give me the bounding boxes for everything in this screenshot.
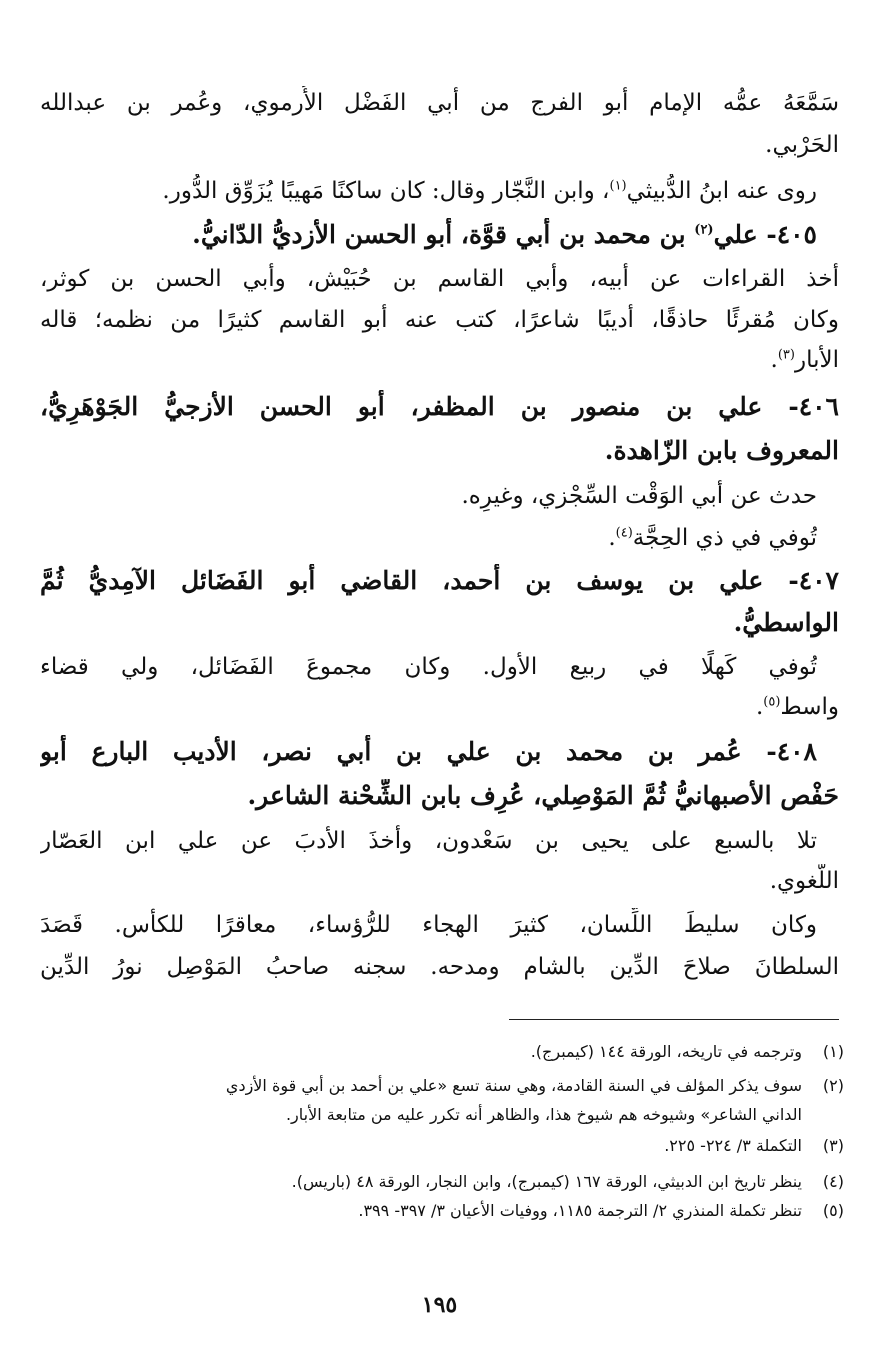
text-span: الحَرْبي. xyxy=(765,132,839,158)
text-span: الأبار xyxy=(794,347,839,373)
footnote-number: (٣) xyxy=(822,1136,844,1155)
entry-heading-408-cont xyxy=(40,779,839,815)
text-span: ، وابن النَّجّار وقال: كان ساكنًا مَهيبًا يُزَوِّق الدُّور. xyxy=(162,178,610,204)
footnote-text: وترجمه في تاريخه، الورقة ١٤٤ (كيمبرج). xyxy=(530,1042,802,1061)
entry-heading-406 xyxy=(40,390,839,426)
footnote-4 xyxy=(30,1170,844,1196)
footnote-2 xyxy=(30,1074,844,1100)
footnote-marker: (٤) xyxy=(615,525,633,541)
entry-heading-406-cont xyxy=(40,434,839,470)
footnote-number: (٤) xyxy=(822,1172,844,1191)
text-span: سَمَّعَهُ عمُّه الإمام أبو الفرج من أبي الفَضْل الأُرموي، وعُمر بن عبدالله xyxy=(40,90,839,116)
text-span: ٤٠٨- عُمر بن محمد بن علي بن أبي نصر، الأديب البارع أبو xyxy=(40,737,817,766)
footnote-separator xyxy=(509,1019,839,1020)
text-span: اللُّغوي. xyxy=(769,868,839,894)
body-line xyxy=(40,86,839,122)
text-span: السلطانَ صلاحَ الدِّين بالشام ومدحه. سجنه صاحبُ المَوْصِل نورُ الدِّين xyxy=(40,954,839,980)
body-line xyxy=(40,864,839,900)
body-line xyxy=(40,650,817,686)
footnote-number: (٢) xyxy=(822,1076,844,1095)
text-span: الواسطيُّ. xyxy=(733,608,839,637)
footnote-marker: (٥) xyxy=(763,694,781,710)
body-line xyxy=(40,262,839,298)
entry-heading-407-cont xyxy=(40,606,839,642)
text-span: حدث عن أبي الوَقْت السِّجْزي، وغيرِه. xyxy=(461,483,817,509)
text-span: وكان سليطَ اللِّسان، كثيرَ الهجاء للرُّؤساء، معاقرًا للكأس. قَصَدَ xyxy=(40,912,817,938)
body-line xyxy=(40,128,839,164)
entry-heading-405 xyxy=(40,218,817,254)
footnote-text: الداني الشاعر» وشيوخه هم شيوخ هذا، والظاهر أنه تكرر عليه من متابعة الأبار. xyxy=(285,1105,802,1124)
entry-heading-407 xyxy=(40,564,839,600)
text-span: ٤٠٧- علي بن يوسف بن أحمد، القاضي أبو الفَضَائل الآمِديُّ ثُمَّ xyxy=(40,566,839,595)
body-line xyxy=(40,174,817,210)
entry-heading-408 xyxy=(40,735,817,771)
body-line xyxy=(40,950,839,986)
footnote-text: سوف يذكر المؤلف في السنة القادمة، وهي سنة تسع «علي بن أحمد بن أبي قوة الأزدي xyxy=(225,1076,802,1095)
body-line xyxy=(40,303,839,339)
footnote-number: (١) xyxy=(822,1042,844,1061)
text-span: روى عنه ابنُ الدُّبيثي xyxy=(626,178,817,204)
text-span: . xyxy=(770,347,778,373)
text-span: تلا بالسبع على يحيى بن سَعْدون، وأخذَ الأدبَ عن علي ابن العَصّار xyxy=(40,828,817,854)
footnote-text: ينظر تاريخ ابن الدبيثي، الورقة ١٦٧ (كيمبرج)، وابن النجار، الورقة ٤٨ (باريس). xyxy=(291,1172,802,1191)
body-line xyxy=(40,343,839,379)
footnote-number: (٥) xyxy=(822,1201,844,1220)
footnote-3 xyxy=(30,1134,844,1160)
text-span: ٤٠٦- علي بن منصور بن المظفر، أبو الحسن الأزجيُّ الجَوْهَرِيُّ، xyxy=(40,392,839,421)
page-number: ١٩٥ xyxy=(421,1292,458,1318)
footnote-marker: (٢) xyxy=(694,222,714,238)
text-span: . xyxy=(608,525,616,551)
text-span: أخذ القراءات عن أبيه، وأبي القاسم بن حُبَيْش، وأبي الحسن بن كوثر، xyxy=(40,266,839,292)
body-line xyxy=(40,908,817,944)
text-span: واسط xyxy=(780,694,839,720)
footnote-text: التكملة ٣/ ٢٢٤- ٢٢٥. xyxy=(664,1136,802,1155)
footnote-marker: (١) xyxy=(609,178,627,194)
text-span: وكان مُقرئًا حاذقًا، أديبًا شاعرًا، كتب عنه أبو القاسم كثيرًا من نظمه؛ قاله xyxy=(40,307,839,333)
text-span: حَفْص الأصبهانيُّ ثُمَّ المَوْصِلي، عُرِف بابن الشِّحْنة الشاعر. xyxy=(247,781,839,810)
footnote-text: تنظر تكملة المنذري ٢/ الترجمة ١١٨٥، ووفيات الأعيان ٣/ ٣٩٧- ٣٩٩. xyxy=(358,1201,802,1220)
text-span: تُوفي في ذي الحِجَّة xyxy=(632,525,817,551)
footnote-marker: (٣) xyxy=(777,347,795,363)
body-line xyxy=(40,521,817,557)
text-span: المعروف بابن الزّاهدة. xyxy=(604,436,839,465)
footnote-5 xyxy=(30,1199,844,1225)
body-line xyxy=(40,824,817,860)
text-span: . xyxy=(755,694,764,720)
text-span: تُوفي كَهلًا في ربيع الأول. وكان مجموعَ الفَضَائل، ولي قضاء xyxy=(40,654,817,680)
text-span: ٤٠٥- علي xyxy=(713,220,817,249)
text-span: بن محمد بن أبي قوَّة، أبو الحسن الأزديُّ الدّانيُّ. xyxy=(192,220,695,249)
body-line xyxy=(40,690,839,726)
footnote-2-cont xyxy=(30,1103,844,1129)
body-line xyxy=(40,479,817,515)
footnote-1 xyxy=(30,1040,844,1066)
